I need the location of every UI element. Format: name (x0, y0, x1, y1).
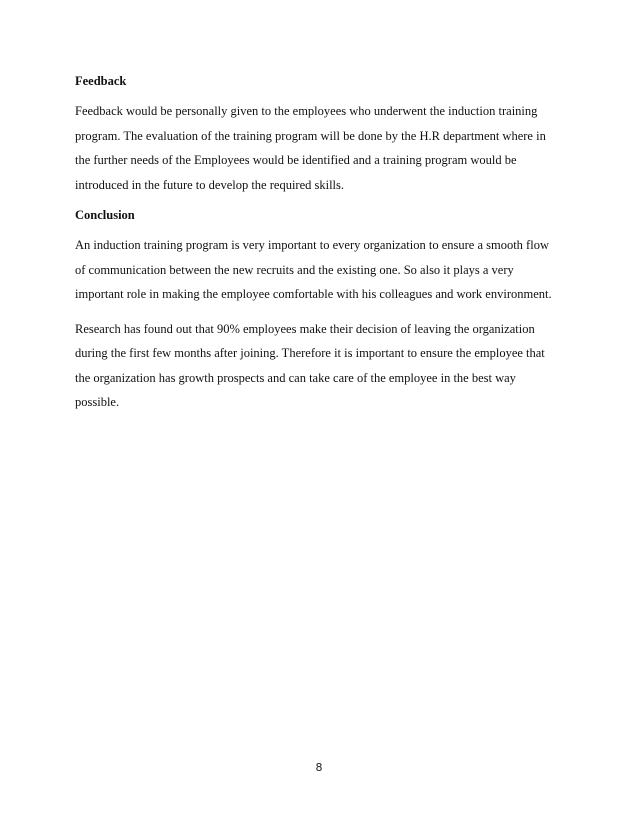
page-number: 8 (315, 761, 323, 774)
paragraph-line: Feedback would be personally given to the employees who underwent the induction training (75, 104, 538, 118)
feedback-heading: Feedback (75, 74, 127, 88)
paragraph-line: the organization has growth prospects and can take care of the employee in the best way (75, 370, 516, 385)
paragraph-line: of communication between the new recruits and the existing one. So also it plays a very (75, 262, 514, 277)
conclusion-paragraph-1 (75, 233, 565, 307)
paragraph-line: Research has found out that 90% employees make their decision of leaving the organization (75, 321, 535, 336)
paragraph-line: An induction training program is very important to every organization to ensure a smooth flow (75, 238, 549, 252)
paragraph-line: possible. (75, 395, 120, 409)
page-content (75, 73, 565, 425)
paragraph-line: important role in making the employee comfortable with his colleagues and work environment. (75, 287, 552, 301)
conclusion-paragraph-2 (75, 317, 565, 415)
feedback-paragraph (75, 99, 565, 197)
paragraph-line: the further needs of the Employees would be identified and a training program would be (75, 153, 517, 167)
paragraph-line: introduced in the future to develop the required skills. (75, 177, 345, 192)
paragraph-line: program. The evaluation of the training program will be done by the H.R department where in (75, 128, 546, 143)
conclusion-heading: Conclusion (75, 208, 135, 222)
paragraph-line: during the first few months after joining. Therefore it is important to ensure the employee that (75, 346, 545, 360)
